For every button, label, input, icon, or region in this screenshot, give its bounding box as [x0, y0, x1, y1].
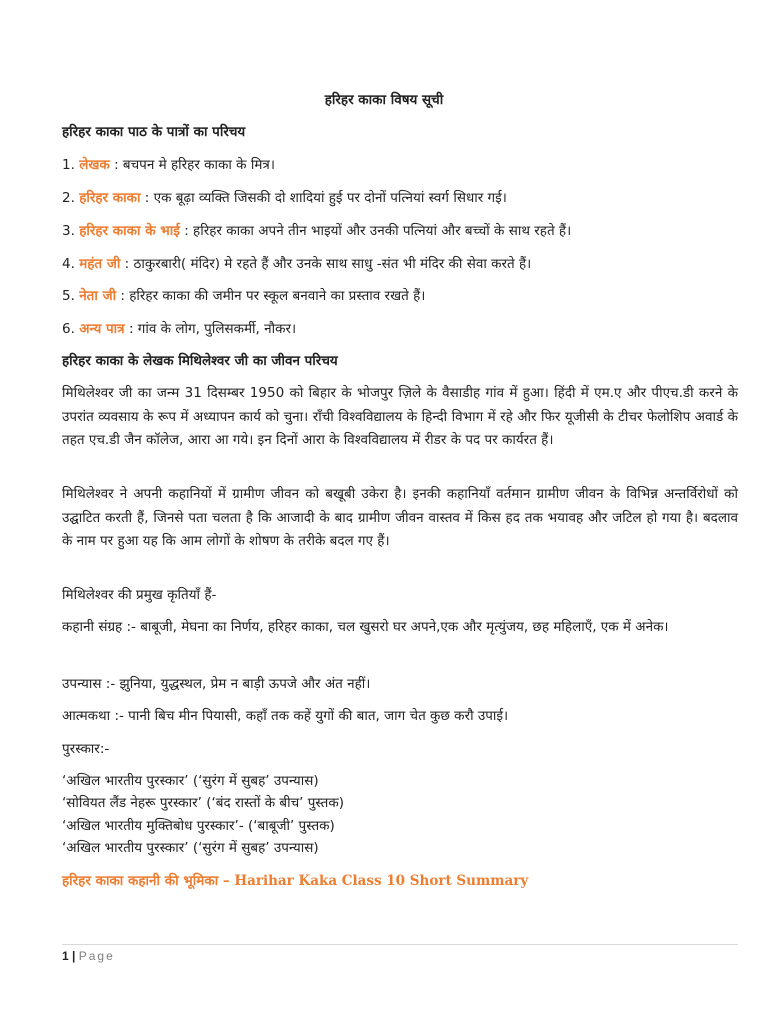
- character-number: 6.: [62, 321, 75, 337]
- award-item: ‘अखिल भारतीय मुक्तिबोध पुरस्कार’- (‘बाबूजी’ पुस्तक): [62, 818, 335, 834]
- character-item: [62, 154, 738, 176]
- character-name: अन्य पात्र: [79, 321, 125, 337]
- document-title: हरिहर काका विषय सूची: [324, 92, 444, 108]
- character-name: हरिहर काका के भाई: [79, 223, 180, 239]
- works-text: बाबूजी, मेघना का निर्णय, हरिहर काका, चल खुसरो घर अपने,एक और मृत्युंजय, छह महिलाएँ, एक में अनेक।: [135, 619, 669, 635]
- character-number: 3.: [62, 223, 75, 239]
- works-heading: मिथिलेश्वर की प्रमुख कृतियाँ हैं-: [62, 587, 217, 603]
- character-description: : बचपन मे हरिहर काका के मित्र।: [114, 157, 275, 173]
- character-number: 4.: [62, 256, 75, 272]
- character-item: [62, 187, 738, 209]
- works-label: कहानी संग्रह :-: [62, 619, 136, 635]
- bio-paragraph: मिथिलेश्वर ने अपनी कहानियों में ग्रामीण जीवन को बखूबी उकेरा है। इनकी कहानियाँ वर्तमान ग्रामीण जीवन के विभिन्न अन्तर्विरोधों को उद्घाटित करती हैं, जिनसे पता चलता है कि आजादी के बाद ग्रामीण जीवन वास्तव में किस हद तक भयावह और जटिल हो गया है। बदलाव के नाम पर हुआ यह कि आम लोगों के शोषण के तरीके बदल गए हैं।: [62, 486, 738, 549]
- character-name: लेखक: [79, 157, 110, 173]
- summary-heading-english: – Harihar Kaka Class 10 Short Summary: [218, 873, 529, 889]
- awards-heading: पुरस्कार:-: [62, 741, 110, 757]
- character-name: नेता जी: [79, 288, 117, 304]
- page-number: 1: [62, 949, 69, 963]
- footer-separator: |: [72, 949, 76, 963]
- character-description: : गांव के लोग, पुलिसकर्मी, नौकर।: [128, 321, 297, 337]
- section-heading-author-bio: हरिहर काका के लेखक मिथिलेश्वर जी का जीवन परिचय: [62, 353, 338, 369]
- works-item: [62, 673, 738, 695]
- character-number: 5.: [62, 288, 75, 304]
- character-description: : ठाकुरबारी( मंदिर) मे रहते हैं और उनके साथ साधु -संत भी मंदिर की सेवा करते हैं।: [124, 256, 532, 272]
- character-item: [62, 220, 738, 242]
- summary-heading: [62, 870, 738, 892]
- works-item: [62, 705, 738, 727]
- works-item: [62, 616, 738, 638]
- character-item: [62, 318, 738, 340]
- character-item: [62, 285, 738, 307]
- character-name: हरिहर काका: [79, 190, 141, 206]
- character-description: : हरिहर काका की जमीन पर स्कूल बनवाने का प्रस्ताव रखते हैं।: [120, 288, 426, 304]
- page-footer: [62, 947, 115, 965]
- works-text: पानी बिच मीन पियासी, कहाँ तक कहें युगों की बात, जाग चेत कुछ करौ उपाई।: [123, 708, 509, 724]
- works-label: आत्मकथा :-: [62, 708, 124, 724]
- works-text: झुनिया, युद्धस्थल, प्रेम न बाड़ी ऊपजे और अंत नहीं।: [115, 676, 371, 692]
- award-item: ‘अखिल भारतीय पुरस्कार’ (‘सुरंग में सुबह’ उपन्यास): [62, 773, 319, 789]
- character-description: : एक बूढ़ा व्यक्ति जिसकी दो शादियां हुई पर दोनों पत्नियां स्वर्ग सिधार गई।: [144, 190, 507, 206]
- works-label: उपन्यास :-: [62, 676, 116, 692]
- character-number: 2.: [62, 190, 75, 206]
- character-item: [62, 253, 738, 275]
- character-name: महंत जी: [79, 256, 121, 272]
- character-number: 1.: [62, 157, 75, 173]
- summary-heading-hindi: हरिहर काका कहानी की भूमिका: [62, 873, 219, 889]
- footer-divider: [62, 944, 738, 945]
- character-description: : हरिहर काका अपने तीन भाइयों और उनकी पत्नियां और बच्चों के साथ रहते हैं।: [184, 223, 572, 239]
- bio-paragraph: मिथिलेश्वर जी का जन्म 31 दिसम्बर 1950 को बिहार के भोजपुर ज़िले के वैसाडीह गांव में हुआ। हिंदी में एम.ए और पीएच.डी करने के उपरांत व्यवसाय के रूप में अध्यापन कार्य को चुना। रॉंची विश्वविद्यालय के हिन्दी विभाग में रहे और फिर यूजीसी के टीचर फेलोशिप अवार्ड के तहत एच.डी जैन कॉलेज, आरा आ गये। इन दिनों आरा के विश्वविद्यालय में रीडर के पद पर कार्यरत हैं।: [62, 385, 738, 448]
- award-item: ‘सोवियत लैंड नेहरू पुरस्कार’ (‘बंद रास्तों के बीच’ पुस्तक): [62, 795, 344, 811]
- page-label: Page: [78, 949, 115, 963]
- section-heading-characters: हरिहर काका पाठ के पात्रों का परिचय: [62, 124, 246, 140]
- award-item: ‘अखिल भारतीय पुरस्कार’ (‘सुरंग में सुबह’ उपन्यास): [62, 840, 319, 856]
